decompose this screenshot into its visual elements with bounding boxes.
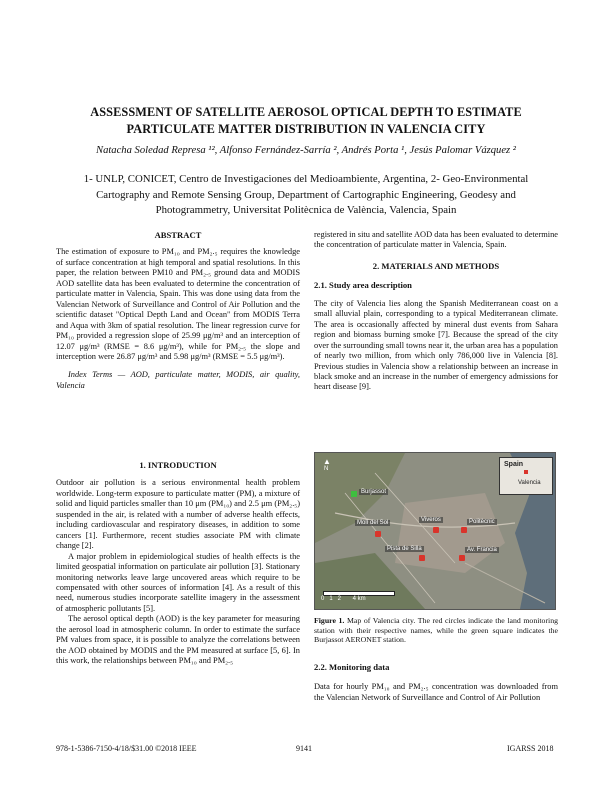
paper-title	[40, 104, 572, 138]
introduction-section	[56, 460, 300, 667]
intro-paragraph-1: Outdoor air pollution is a serious environmental health problem worldwide. Long-term exposure to particulate matter (PM), a mixture of solid and liquid particles smaller than 10 μm (PM₁₀) and 2.5 μm (PM₂.₅) suspended in the air, is related with a number of adverse health effects, including cardiovascular and respiratory diseases, in addition to some cancers [1]. Furthermore, recent studies associate PM with climate change [2].	[56, 478, 300, 551]
station-label: Burjassot	[361, 489, 387, 495]
column-2-continuation: registered in situ and satellite AOD data has been evaluated to determine the concentration of particulate matter in Valencia, Spain.	[314, 230, 558, 250]
intro-paragraph-2: A major problem in epidemiological studies of health effects is the limited geospatial information on particulate air pollution [3]. Stationary monitoring networks leave large uncovered areas which require to be compensated with other sources of information [4]. As a result of this need, numerous studies incorporate satellite imagery in the assessment of atmospheric pollutants [5].	[56, 551, 300, 613]
monitoring-paragraph: Data for hourly PM₁₀ and PM₂.₅ concentration was downloaded from the Valencian Network of Surveillance and Control of Air Pollution	[314, 682, 558, 702]
figure-caption	[314, 616, 558, 645]
aeronet-station-marker	[351, 491, 357, 497]
north-arrow-icon: ▲	[323, 457, 331, 466]
abstract-text: The estimation of exposure to PM₁₀ and PM₂.₅ requires the knowledge of surface concentration at high temporal and spatial resolutions. In this paper, the relation between PM10 and PM₂.₅ ground data and MODIS AOD satellite data has been evaluated to determine the concentration of particulate matter in Valencia, Spain. This was done using data from the Valencian Network of Surveillance and Control of Air Pollution and the scientific dataset "Optical Depth Land and Ocean" from MODIS Terra and Aqua with 3km of spatial resolution. The linear regression curve for PM₁₀ provided a regression slope of 25.99 μg/m³ and an interception of 12.07 μg/m³ (RMSE = 8.6 μg/m³), while for PM₂.₅ the slope and interception were 26.87 μg/m³ and 5.98 μg/m³ (RMSE = 5.5 μg/m³).	[56, 247, 300, 361]
study-area-heading: 2.1. Study area description	[314, 280, 412, 291]
station-label: Pista de Silla	[387, 546, 422, 552]
station-marker	[459, 555, 465, 561]
authors: Natacha Soledad Represa ¹², Alfonso Fernández-Sarría ², Andrés Porta ¹, Jesús Palomar Vázquez ²	[96, 145, 516, 156]
page-number: 9141	[296, 744, 312, 753]
station-label: Molí del Sol	[357, 520, 389, 526]
footer-isbn: 978-1-5386-7150-4/18/$31.00 ©2018 IEEE	[56, 744, 197, 753]
station-marker	[419, 555, 425, 561]
valencia-map-figure	[314, 452, 556, 610]
scale-bar-label: 0 1 2 4 km	[321, 596, 366, 602]
monitoring-data-heading: 2.2. Monitoring data	[314, 662, 390, 672]
abstract-section	[56, 230, 300, 391]
affiliation: 1- UNLP, CONICET, Centro de Investigaciones del Medioambiente, Argentina, 2- Geo-Environmental Cartography and Remote Sensing Group, Department of Cartographic Engineering, Geodesy and Photogrammetry, Universitat Politècnica de València, Valencia, Spain	[83, 173, 529, 216]
title-line-1: ASSESSMENT OF SATELLITE AEROSOL OPTICAL DEPTH TO ESTIMATE	[90, 105, 522, 119]
station-marker	[375, 531, 381, 537]
north-label: N	[324, 466, 329, 472]
methods-heading: 2. MATERIALS AND METHODS	[372, 260, 500, 271]
station-marker	[461, 527, 467, 533]
column-2-text	[314, 230, 558, 393]
station-label: Politècnic	[469, 519, 495, 525]
footer-conference: IGARSS 2018	[507, 744, 554, 753]
station-label: Viveros	[421, 517, 441, 523]
station-label: Av. Francia	[467, 547, 497, 553]
index-terms: Index Terms — AOD, particulate matter, MODIS, air quality, Valencia	[56, 370, 300, 390]
abstract-heading: ABSTRACT	[154, 230, 202, 240]
intro-paragraph-3: The aerosol optical depth (AOD) is the key parameter for measuring the aerosol load in atmospheric column. In order to estimate the surface PM values from space, it is possible to analyze the correlations between the AOD obtained by MODIS and the PM measured at surface [5, 6]. In this work, the relationships between PM₁₀ and PM₂.₅	[56, 614, 300, 666]
inset-map	[499, 457, 553, 495]
inset-city-marker	[524, 470, 528, 474]
study-area-paragraph: The city of Valencia lies along the Spanish Mediterranean coast on a small alluvial plain, corresponding to a typical Mediterranean climate. The area is occasionally affected by mineral dust events from Sahara region and biomass burning smoke [7]. Because the spread of the city over the surrounding small towns near it, the urban area has a population of nearly two million, from which only 786,000 live in Valencia [8]. Previous studies in Valencia show a relationship between an increase in black smoke and an increase in the number of emergency admissions for heart disease [9].	[314, 298, 558, 392]
monitoring-section	[314, 662, 558, 703]
title-line-2: PARTICULATE MATTER DISTRIBUTION IN VALENCIA CITY	[126, 122, 486, 136]
inset-country-label: Spain	[504, 461, 524, 468]
inset-city-label: Valencia	[518, 480, 541, 486]
figure-caption-text: Map of Valencia city. The red circles indicate the land monitoring station with their respective names, while the green square indicates the Burjassot AERONET station.	[314, 616, 559, 645]
station-marker	[433, 527, 439, 533]
introduction-heading: 1. INTRODUCTION	[139, 460, 217, 470]
figure-caption-label: Figure 1.	[314, 616, 345, 625]
